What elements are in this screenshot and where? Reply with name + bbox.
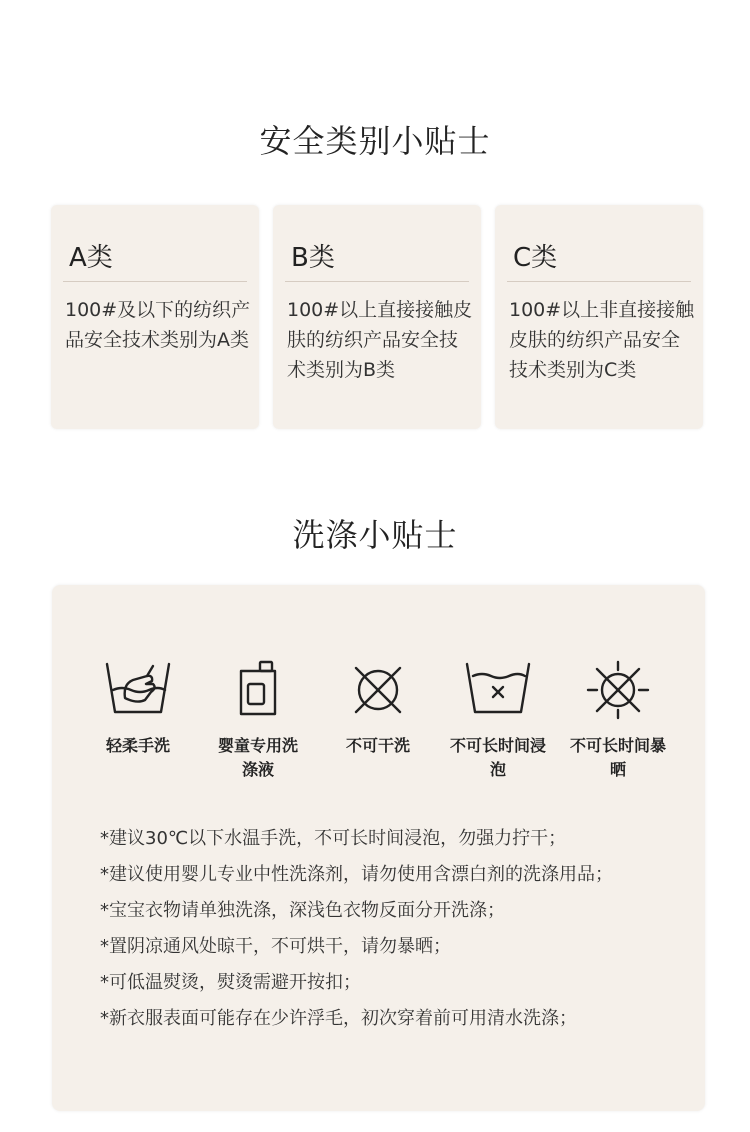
care-label: 不可长时间浸泡 xyxy=(450,736,547,779)
hand-wash-icon xyxy=(103,660,173,720)
card-description: 100#及以下的纺织产品安全技术类别为A类 xyxy=(65,299,251,351)
care-label: 不可干洗 xyxy=(345,736,410,755)
care-item-no-dry-clean xyxy=(318,660,438,758)
card-label: B类 xyxy=(291,243,335,273)
washing-panel xyxy=(52,585,705,1111)
card-description: 100#以上非直接接触皮肤的纺织产品安全技术类别为C类 xyxy=(509,299,695,381)
washing-notes xyxy=(100,821,700,1037)
care-item-no-sun xyxy=(558,660,678,782)
card-description: 100#以上直接接触皮肤的纺织产品安全技术类别为B类 xyxy=(287,299,473,381)
care-label: 不可长时间暴晒 xyxy=(570,736,667,779)
category-card-a xyxy=(51,205,259,429)
care-item-detergent xyxy=(198,660,318,782)
card-label: A类 xyxy=(69,243,113,273)
note-line: *置阴凉通风处晾干，不可烘干，请勿暴晒； xyxy=(100,936,451,957)
no-soak-icon xyxy=(463,660,533,720)
card-label: C类 xyxy=(513,243,558,273)
category-card-c xyxy=(495,205,703,429)
care-item-no-soak xyxy=(438,660,558,782)
care-item-hand-wash xyxy=(78,660,198,758)
note-line: *宝宝衣物请单独洗涤，深浅色衣物反面分开洗涤； xyxy=(100,900,505,921)
care-label: 轻柔手洗 xyxy=(105,736,170,755)
no-sun-icon xyxy=(583,660,653,720)
note-line: *可低温熨烫，熨烫需避开按扣； xyxy=(100,972,361,993)
washing-title: 洗涤小贴士 xyxy=(292,516,458,554)
divider xyxy=(63,281,247,282)
divider xyxy=(285,281,469,282)
note-line: *建议使用婴儿专业中性洗涤剂，请勿使用含漂白剂的洗涤用品； xyxy=(100,864,613,885)
no-dry-clean-icon xyxy=(343,660,413,720)
detergent-bottle-icon xyxy=(223,660,293,720)
care-label: 婴童专用洗涤液 xyxy=(218,736,299,779)
divider xyxy=(507,281,691,282)
category-card-b xyxy=(273,205,481,429)
note-line: *建议30℃以下水温手洗，不可长时间浸泡，勿强力拧干； xyxy=(100,828,567,849)
safety-title: 安全类别小贴士 xyxy=(259,122,491,160)
note-line: *新衣服表面可能存在少许浮毛，初次穿着前可用清水洗涤； xyxy=(100,1008,577,1029)
